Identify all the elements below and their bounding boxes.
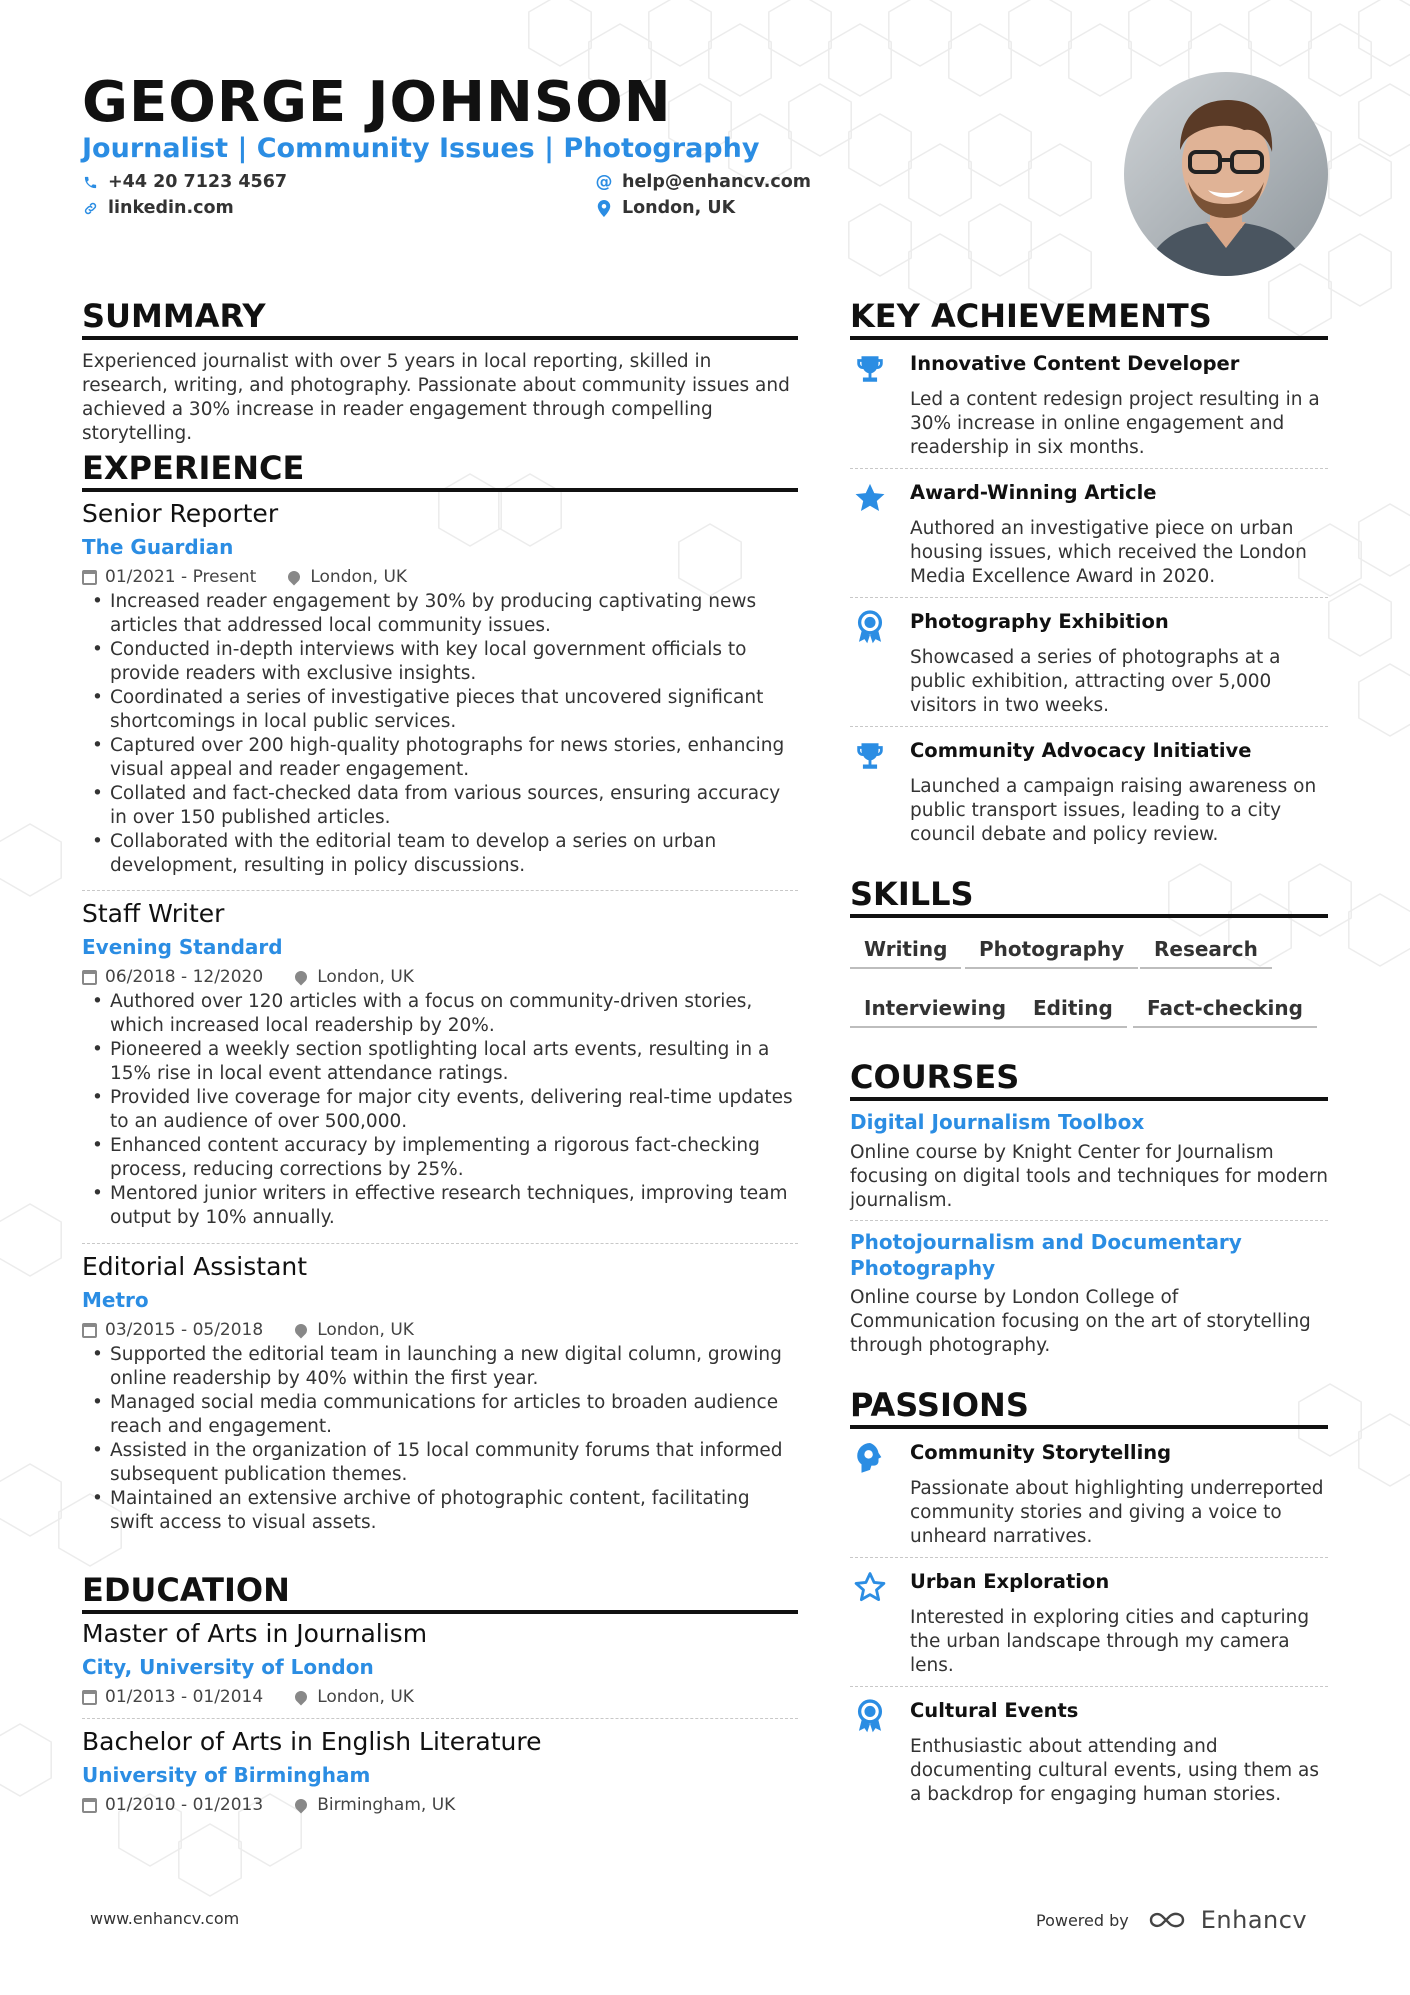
degree-title: Bachelor of Arts in English Literature — [82, 1727, 542, 1756]
powered-by-label: Powered by — [1036, 1910, 1129, 1930]
summary-section-title: SUMMARY — [82, 296, 798, 340]
course-title[interactable]: Photojournalism and Documentary Photography — [850, 1230, 1242, 1280]
list-item: • Provided live coverage for major city events, delivering real-time updates to an audience of over 500,000. — [82, 1086, 798, 1134]
calendar-icon — [82, 570, 97, 585]
location-pin-icon — [286, 569, 303, 586]
divider — [82, 1718, 798, 1719]
linkedin-text: linkedin.com — [108, 198, 234, 218]
list-item: • Managed social media communications for articles to broaden audience reach and engagement. — [82, 1391, 798, 1439]
divider — [850, 1220, 1328, 1221]
phone-icon — [82, 174, 98, 190]
achievement-title: Innovative Content Developer — [910, 352, 1240, 375]
contact-linkedin[interactable] — [82, 198, 234, 218]
candidate-headline: Journalist | Community Issues | Photography — [82, 133, 760, 164]
job-dates: 06/2018 - 12/2020 — [82, 966, 263, 988]
skill-tag: Research — [1140, 937, 1272, 969]
achievement-desc: Launched a campaign raising awareness on public transport issues, leading to a city council debate and policy review. — [910, 776, 1317, 845]
school-name[interactable]: University of Birmingham — [82, 1763, 371, 1787]
job-location: London, UK — [295, 1319, 414, 1341]
list-item: • Captured over 200 high-quality photographs for news stories, enhancing visual appeal and reader engagement. — [82, 734, 798, 782]
location-pin-icon — [293, 969, 310, 986]
job-company[interactable]: Evening Standard — [82, 935, 283, 959]
job-dates: 01/2021 - Present — [82, 566, 256, 588]
divider — [850, 597, 1328, 598]
contact-email[interactable] — [596, 172, 811, 192]
job-bullets — [82, 590, 798, 878]
medal-icon — [850, 610, 890, 650]
location-pin-icon — [596, 200, 612, 216]
course-title[interactable]: Digital Journalism Toolbox — [850, 1110, 1145, 1134]
school-name[interactable]: City, University of London — [82, 1655, 374, 1679]
star-outline-icon — [850, 1570, 890, 1610]
list-item: • Authored over 120 articles with a focus on community-driven stories, which increased local readership by 20%. — [82, 990, 798, 1038]
job-title: Senior Reporter — [82, 499, 279, 528]
passion-title: Community Storytelling — [910, 1441, 1172, 1464]
education-item — [82, 1618, 798, 1708]
achievement-desc: Led a content redesign project resulting in a 30% increase in online engagement and readership in six months. — [910, 389, 1320, 458]
achievement-title: Photography Exhibition — [910, 610, 1169, 633]
education-item — [82, 1726, 798, 1816]
brand-logo[interactable]: Enhancv — [1147, 1906, 1307, 1934]
infinity-logo-icon — [1147, 1908, 1193, 1932]
passion-title: Urban Exploration — [910, 1570, 1110, 1593]
course-desc: Online course by Knight Center for Journalism focusing on digital tools and techniques for modern journalism. — [850, 1142, 1328, 1211]
location-pin-icon — [293, 1689, 310, 1706]
achievement-item — [850, 739, 1328, 849]
education-location: London, UK — [295, 1686, 414, 1708]
candidate-name: GEORGE JOHNSON — [82, 70, 672, 135]
list-item: • Enhanced content accuracy by implementing a rigorous fact-checking process, reducing corrections by 25%. — [82, 1134, 798, 1182]
list-item: • Conducted in-depth interviews with key local government officials to provide readers with exclusive insights. — [82, 638, 798, 686]
contact-phone[interactable] — [82, 172, 287, 192]
achievement-item — [850, 481, 1328, 591]
education-location: Birmingham, UK — [295, 1794, 455, 1816]
job-location: London, UK — [288, 566, 407, 588]
achievements-section-title: KEY ACHIEVEMENTS — [850, 296, 1328, 340]
experience-item — [82, 1251, 798, 1535]
footer-website[interactable]: www.enhancv.com — [90, 1909, 240, 1928]
skill-tag: Fact-checking — [1133, 996, 1317, 1028]
list-item: • Increased reader engagement by 30% by producing captivating news articles that addressed local community issues. — [82, 590, 798, 638]
list-item: • Assisted in the organization of 15 local community forums that informed subsequent publication themes. — [82, 1439, 798, 1487]
job-meta — [82, 1319, 798, 1341]
list-item: • Coordinated a series of investigative pieces that uncovered significant shortcomings in local public services. — [82, 686, 798, 734]
location-text: London, UK — [622, 198, 736, 218]
calendar-icon — [82, 1323, 97, 1338]
footer-branding — [1036, 1906, 1307, 1934]
profile-photo — [1124, 72, 1328, 276]
job-dates: 03/2015 - 05/2018 — [82, 1319, 263, 1341]
achievement-item — [850, 352, 1328, 462]
summary-text: Experienced journalist with over 5 years in local reporting, skilled in research, writing, and photography. Passionate about community issues and achieved a 30% increase in reader engagement through compelling storytelling. — [82, 351, 790, 444]
experience-item — [82, 898, 798, 1230]
job-title: Editorial Assistant — [82, 1252, 308, 1281]
location-pin-icon — [293, 1322, 310, 1339]
calendar-icon — [82, 970, 97, 985]
trophy-icon — [850, 352, 890, 392]
achievement-title: Award-Winning Article — [910, 481, 1157, 504]
education-section-title: EDUCATION — [82, 1570, 798, 1614]
skills-section-title: SKILLS — [850, 874, 1328, 918]
link-icon — [82, 200, 98, 216]
divider — [850, 1686, 1328, 1687]
list-item: • Collaborated with the editorial team to develop a series on urban development, resulting in policy discussions. — [82, 830, 798, 878]
achievement-desc: Authored an investigative piece on urban housing issues, which received the London Media Excellence Award in 2020. — [910, 518, 1307, 587]
divider — [850, 1557, 1328, 1558]
job-bullets — [82, 990, 798, 1230]
achievement-desc: Showcased a series of photographs at a public exhibition, attracting over 5,000 visitors in two weeks. — [910, 647, 1281, 716]
passion-desc: Interested in exploring cities and capturing the urban landscape through my camera lens. — [910, 1607, 1310, 1676]
list-item: • Mentored junior writers in effective research techniques, improving team output by 10% annually. — [82, 1182, 798, 1230]
list-item: • Pioneered a weekly section spotlighting local arts events, resulting in a 15% rise in local event attendance ratings. — [82, 1038, 798, 1086]
education-dates: 01/2010 - 01/2013 — [82, 1794, 263, 1816]
job-bullets — [82, 1343, 798, 1535]
job-meta — [82, 566, 798, 588]
divider — [850, 726, 1328, 727]
divider — [82, 890, 798, 891]
job-company[interactable]: Metro — [82, 1288, 149, 1312]
list-item: • Supported the editorial team in launching a new digital column, growing online readership by 40% within the first year. — [82, 1343, 798, 1391]
education-meta — [82, 1794, 798, 1816]
job-company[interactable]: The Guardian — [82, 535, 234, 559]
education-dates: 01/2013 - 01/2014 — [82, 1686, 263, 1708]
skill-tag: Photography — [965, 937, 1138, 969]
passion-desc: Enthusiastic about attending and documenting cultural events, using them as a backdrop for engaging human stories. — [910, 1736, 1319, 1805]
experience-item — [82, 498, 798, 878]
divider — [850, 468, 1328, 469]
passions-section-title: PASSIONS — [850, 1385, 1328, 1429]
job-location: London, UK — [295, 966, 414, 988]
contact-location — [596, 198, 735, 218]
job-title: Staff Writer — [82, 899, 225, 928]
skill-tag: Interviewing — [850, 996, 1020, 1028]
achievement-title: Community Advocacy Initiative — [910, 739, 1252, 762]
courses-section-title: COURSES — [850, 1057, 1328, 1101]
list-item: • Maintained an extensive archive of photographic content, facilitating swift access to visual assets. — [82, 1487, 798, 1535]
passion-item — [850, 1570, 1328, 1682]
education-meta — [82, 1686, 798, 1708]
location-pin-icon — [293, 1797, 310, 1814]
skill-tag: Editing — [1019, 996, 1127, 1028]
achievement-item — [850, 610, 1328, 720]
trophy-icon — [850, 739, 890, 779]
passion-item — [850, 1441, 1328, 1553]
divider — [82, 1243, 798, 1244]
passion-title: Cultural Events — [910, 1699, 1079, 1722]
calendar-icon — [82, 1690, 97, 1705]
head-icon — [850, 1441, 890, 1481]
skill-tag: Writing — [850, 937, 961, 969]
phone-text: +44 20 7123 4567 — [108, 172, 288, 192]
calendar-icon — [82, 1798, 97, 1813]
course-desc: Online course by London College of Communication focusing on the art of storytelling through photography. — [850, 1287, 1311, 1356]
passion-desc: Passionate about highlighting underreported community stories and giving a voice to unheard narratives. — [910, 1478, 1324, 1547]
medal-icon — [850, 1699, 890, 1739]
passion-item — [850, 1699, 1328, 1811]
at-icon: @ — [595, 172, 613, 192]
email-text: help@enhancv.com — [622, 172, 812, 192]
job-meta — [82, 966, 798, 988]
star-icon — [850, 481, 890, 521]
list-item: • Collated and fact-checked data from various sources, ensuring accuracy in over 150 published articles. — [82, 782, 798, 830]
experience-section-title: EXPERIENCE — [82, 448, 798, 492]
degree-title: Master of Arts in Journalism — [82, 1619, 428, 1648]
